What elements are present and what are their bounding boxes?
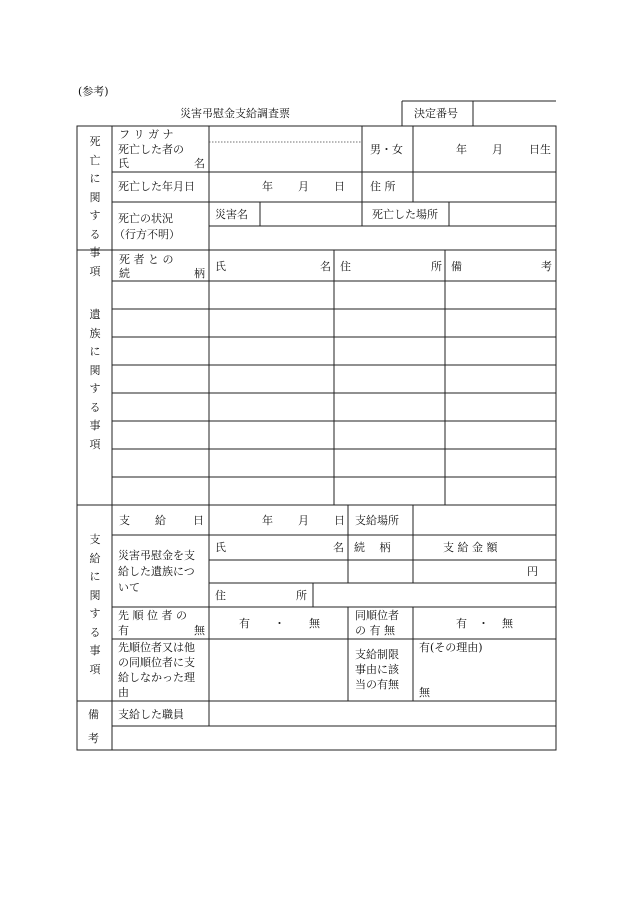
- family-row[interactable]: [112, 449, 556, 477]
- reference-label: (参考): [78, 85, 109, 98]
- decision-number-label: 決定番号: [414, 107, 458, 120]
- not-paid-reason-label: 先順位者又は他: [118, 641, 195, 654]
- remarks-label-2: 考: [88, 732, 99, 745]
- same-rank-label: 同順位者: [355, 609, 399, 622]
- furigana-field[interactable]: [210, 127, 361, 141]
- relation-label: 死 者 と の: [119, 253, 174, 266]
- deceased-name-label-2: 氏: [118, 157, 129, 170]
- separator-dot: ・: [274, 617, 285, 630]
- relation-label-2: 続: [119, 267, 130, 280]
- payment-day-label: 日: [334, 514, 345, 527]
- death-month-label: 月: [298, 180, 309, 193]
- prior-heir-label: 先 順 位 者 の: [118, 609, 187, 622]
- payment-year-label: 年: [262, 514, 273, 527]
- birth-year-label: 年: [456, 143, 467, 156]
- payment-date-label-2: 給: [155, 514, 166, 527]
- family-address-header-2: 所: [431, 260, 442, 273]
- paid-name-label: 氏: [215, 541, 226, 554]
- payment-section-label: 支給に関する事項: [89, 533, 101, 676]
- death-section-label: 死亡に関する事項: [89, 135, 101, 278]
- relation-label-3: 柄: [194, 267, 205, 280]
- limit-no-option[interactable]: 無: [419, 686, 430, 699]
- address-label: 住 所: [370, 180, 396, 193]
- deceased-name-label: 死亡した者の: [118, 143, 184, 156]
- deceased-name-label-3: 名: [194, 157, 205, 170]
- not-paid-reason-label-4: 由: [118, 686, 129, 699]
- form-title: 災害弔慰金支給調査票: [180, 107, 290, 120]
- disaster-name-label: 災害名: [215, 208, 248, 221]
- family-row[interactable]: [112, 421, 556, 449]
- family-row[interactable]: [112, 337, 556, 365]
- paying-staff-label: 支給した職員: [118, 708, 184, 721]
- not-paid-reason-field[interactable]: [210, 640, 347, 700]
- limit-reason-label: 支給制限: [355, 648, 399, 661]
- death-year-label: 年: [262, 180, 273, 193]
- death-status-missing-label: （行方不明）: [114, 228, 180, 241]
- family-row[interactable]: [112, 477, 556, 505]
- prior-heir-label-3: 無: [194, 624, 205, 637]
- disaster-name-field[interactable]: [261, 203, 361, 225]
- death-place-field[interactable]: [450, 203, 555, 225]
- family-name-header: 氏: [215, 260, 226, 273]
- death-date-label: 死亡した年月日: [118, 180, 195, 193]
- yen-unit: 円: [527, 565, 538, 578]
- family-section-label: 遺族に関する事項: [89, 308, 101, 451]
- remarks-label: 備: [88, 708, 99, 721]
- limit-reason-label-2: 事由に該: [355, 663, 399, 676]
- payment-place-field[interactable]: [414, 506, 555, 534]
- limit-yes-option[interactable]: 有(その理由): [419, 641, 483, 654]
- family-notes-header-2: 考: [541, 260, 552, 273]
- prior-heir-label-2: 有: [118, 624, 129, 637]
- not-paid-reason-label-2: の同順位者に支: [118, 656, 195, 669]
- deceased-address-field[interactable]: [414, 173, 555, 201]
- paid-name-label-2: 名: [333, 541, 344, 554]
- family-name-header-2: 名: [320, 260, 331, 273]
- paid-family-label-2: 給した遺族につ: [118, 565, 195, 578]
- payment-date-label: 支: [119, 514, 130, 527]
- separator-dot: ・: [478, 617, 489, 630]
- family-row[interactable]: [112, 393, 556, 421]
- furigana-label: フ リ ガ ナ: [119, 128, 174, 141]
- paid-amount-label: 支 給 金 額: [443, 541, 498, 554]
- decision-number-field[interactable]: [474, 102, 555, 125]
- paid-relation-label: 続 柄: [354, 541, 391, 554]
- payment-place-label: 支給場所: [355, 514, 399, 527]
- same-rank-yes-option[interactable]: 有: [456, 617, 467, 630]
- payment-month-label: 月: [298, 514, 309, 527]
- paid-address-field[interactable]: [314, 584, 555, 606]
- same-rank-no-option[interactable]: 無: [502, 617, 513, 630]
- paying-staff-field[interactable]: [210, 702, 555, 725]
- limit-reason-label-3: 当の有無: [355, 678, 399, 691]
- paid-address-label: 住: [215, 589, 226, 602]
- gender-option[interactable]: 男・女: [370, 143, 403, 156]
- family-notes-header: 備: [451, 260, 462, 273]
- birth-day-label: 日生: [529, 143, 551, 156]
- family-address-header: 住: [340, 260, 351, 273]
- payment-date-label-3: 日: [193, 514, 204, 527]
- paid-family-label-3: いて: [118, 581, 140, 594]
- death-place-label: 死亡した場所: [372, 208, 438, 221]
- family-row[interactable]: [112, 281, 556, 309]
- birth-month-label: 月: [492, 143, 503, 156]
- deceased-name-field[interactable]: [210, 143, 361, 171]
- not-paid-reason-label-3: 給しなかった理: [118, 671, 195, 684]
- paid-address-label-2: 所: [296, 589, 307, 602]
- paid-family-label: 災害弔慰金を支: [118, 549, 195, 562]
- prior-heir-yes-option[interactable]: 有: [239, 617, 250, 630]
- paid-relation-field[interactable]: [349, 561, 412, 582]
- death-status-label: 死亡の状況: [118, 212, 173, 225]
- death-day-label: 日: [334, 180, 345, 193]
- same-rank-label-2: の 有 無: [355, 624, 395, 637]
- remarks-field[interactable]: [113, 727, 555, 749]
- family-row[interactable]: [112, 309, 556, 337]
- prior-heir-no-option[interactable]: 無: [309, 617, 320, 630]
- paid-name-field[interactable]: [210, 561, 347, 582]
- family-row[interactable]: [112, 365, 556, 393]
